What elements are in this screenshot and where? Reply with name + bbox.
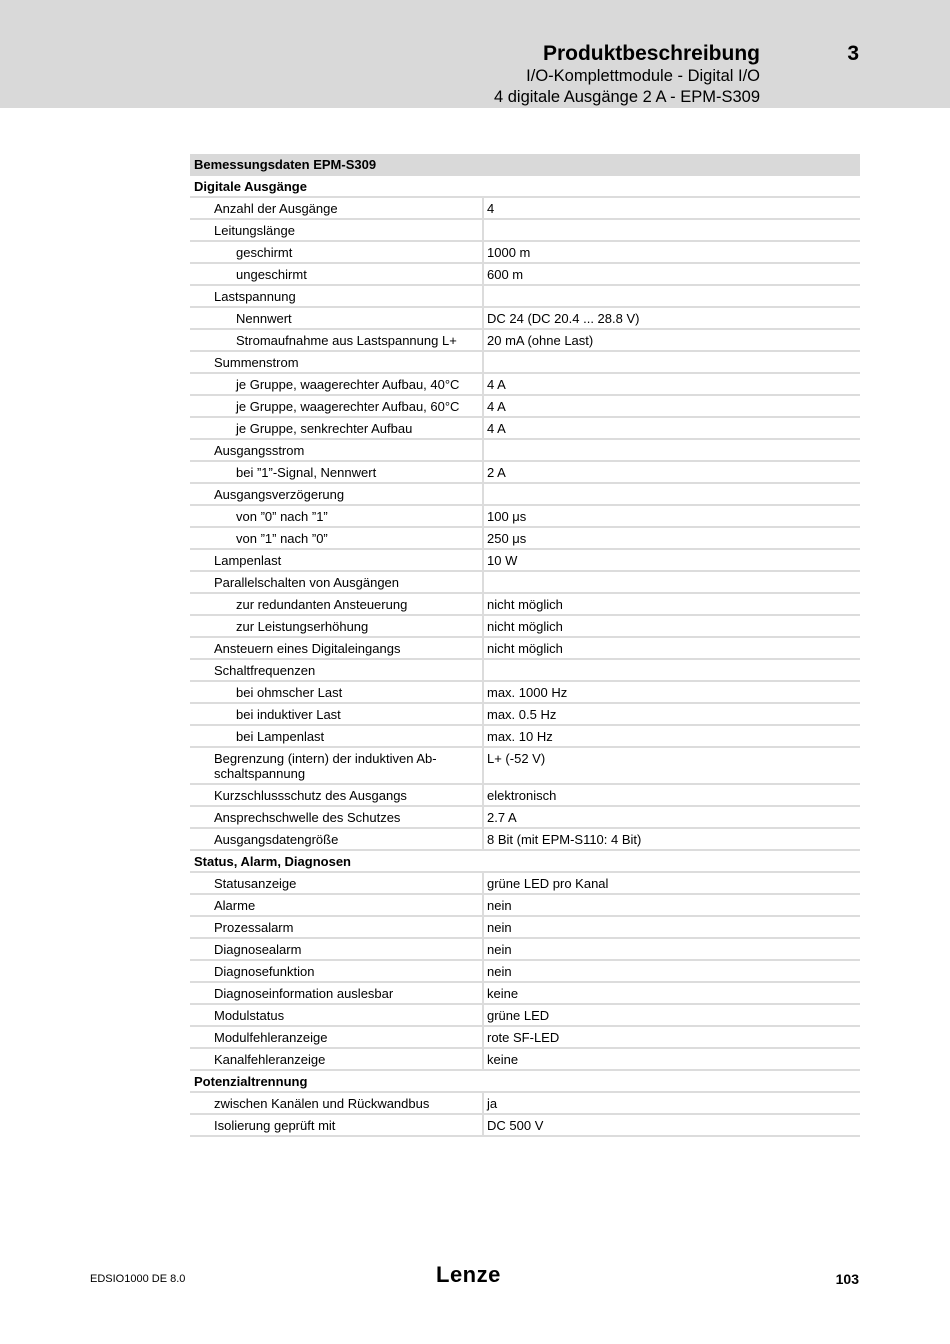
row-value xyxy=(482,440,491,462)
table-row xyxy=(190,242,860,264)
table-row xyxy=(190,374,860,396)
row-value: DC 24 (DC 20.4 ... 28.8 V) xyxy=(482,308,643,330)
table-row xyxy=(190,286,860,308)
row-value: keine xyxy=(482,983,522,1005)
row-value: ja xyxy=(482,1093,501,1115)
spec-table-title: Bemessungsdaten EPM-S309 xyxy=(194,157,377,172)
row-label: ungeschirmt xyxy=(236,266,307,282)
row-value: 2 A xyxy=(482,462,510,484)
row-label: bei Lampenlast xyxy=(236,728,325,744)
row-label: Prozessalarm xyxy=(214,919,294,935)
row-value: grüne LED xyxy=(482,1005,553,1027)
row-label: Ausgangsverzögerung xyxy=(214,486,345,502)
row-label: Ausgangsdatengröße xyxy=(214,831,339,847)
row-label: Nennwert xyxy=(236,310,292,326)
footer-doc-id: EDSIO1000 DE 8.0 xyxy=(90,1273,186,1285)
row-label: Ansprechschwelle des Schutzes xyxy=(214,809,401,825)
table-row xyxy=(190,418,860,440)
row-value: max. 0.5 Hz xyxy=(482,704,560,726)
row-label: zur redundanten Ansteuerung xyxy=(236,596,408,612)
table-row xyxy=(190,917,860,939)
row-value: 4 A xyxy=(482,396,510,418)
spec-table-body xyxy=(190,176,860,1137)
section-label: Digitale Ausgänge xyxy=(194,178,307,194)
table-row xyxy=(190,440,860,462)
row-label: Alarme xyxy=(214,897,256,913)
row-value: max. 10 Hz xyxy=(482,726,557,748)
row-label: Schaltfrequenzen xyxy=(214,662,316,678)
row-value: 1000 m xyxy=(482,242,534,264)
lenze-logo: Lenze xyxy=(436,1262,501,1287)
row-label: je Gruppe, waagerechter Aufbau, 60°C xyxy=(236,398,460,414)
row-label: geschirmt xyxy=(236,244,293,260)
row-value: 2.7 A xyxy=(482,807,521,829)
row-label: bei ohmscher Last xyxy=(236,684,343,700)
row-value xyxy=(482,484,491,506)
table-row xyxy=(190,748,860,785)
row-label: Lampenlast xyxy=(214,552,282,568)
row-value: elektronisch xyxy=(482,785,560,807)
row-value: 20 mA (ohne Last) xyxy=(482,330,597,352)
table-row xyxy=(190,396,860,418)
row-label: Statusanzeige xyxy=(214,875,297,891)
row-label: je Gruppe, senkrechter Aufbau xyxy=(236,420,413,436)
row-value: nein xyxy=(482,917,516,939)
row-label: Diagnoseinformation auslesbar xyxy=(214,985,394,1001)
row-value xyxy=(482,220,491,242)
row-label: von ”1” nach ”0” xyxy=(236,530,328,546)
row-label: Summenstrom xyxy=(214,354,299,370)
table-row xyxy=(190,330,860,352)
page-number: 103 xyxy=(835,1271,859,1287)
row-value xyxy=(482,572,491,594)
row-value xyxy=(482,286,491,308)
table-row xyxy=(190,616,860,638)
row-label: zwischen Kanälen und Rückwandbus xyxy=(214,1095,430,1111)
table-row xyxy=(190,1049,860,1071)
table-row xyxy=(190,1027,860,1049)
spec-table-title-row xyxy=(190,154,860,176)
row-value: 600 m xyxy=(482,264,527,286)
table-row xyxy=(190,594,860,616)
section-row xyxy=(190,1071,860,1093)
row-label: Ausgangsstrom xyxy=(214,442,305,458)
table-row xyxy=(190,1115,860,1137)
row-value: keine xyxy=(482,1049,522,1071)
row-value: nein xyxy=(482,939,516,961)
row-value: nicht möglich xyxy=(482,616,567,638)
row-label: Ansteuern eines Digitaleingangs xyxy=(214,640,401,656)
table-row xyxy=(190,939,860,961)
table-row xyxy=(190,726,860,748)
row-label: Modulfehleranzeige xyxy=(214,1029,328,1045)
table-row xyxy=(190,1005,860,1027)
section-label: Status, Alarm, Diagnosen xyxy=(194,853,351,869)
table-row xyxy=(190,704,860,726)
row-value xyxy=(482,352,491,374)
row-label: Parallelschalten von Ausgängen xyxy=(214,574,400,590)
section-row xyxy=(190,851,860,873)
table-row xyxy=(190,484,860,506)
row-value: 8 Bit (mit EPM-S110: 4 Bit) xyxy=(482,829,645,851)
row-value: 250 μs xyxy=(482,528,530,550)
row-value: nein xyxy=(482,895,516,917)
row-label: Leitungslänge xyxy=(214,222,295,238)
table-row xyxy=(190,1093,860,1115)
row-value: 4 A xyxy=(482,374,510,396)
table-row xyxy=(190,983,860,1005)
header-band xyxy=(0,0,950,108)
table-row xyxy=(190,220,860,242)
row-label: zur Leistungserhöhung xyxy=(236,618,369,634)
table-row xyxy=(190,829,860,851)
row-label: Kurzschlussschutz des Ausgangs xyxy=(214,787,407,803)
row-label: bei ”1”-Signal, Nennwert xyxy=(236,464,377,480)
row-value: 4 A xyxy=(482,418,510,440)
row-label: Stromaufnahme aus Lastspannung L+ xyxy=(236,332,457,348)
row-label: bei induktiver Last xyxy=(236,706,341,722)
table-row xyxy=(190,682,860,704)
table-row xyxy=(190,198,860,220)
row-label: Diagnosefunktion xyxy=(214,963,315,979)
row-value: 4 xyxy=(482,198,498,220)
spec-table xyxy=(190,154,860,1137)
table-row xyxy=(190,660,860,682)
row-label: Isolierung geprüft mit xyxy=(214,1117,336,1133)
table-row xyxy=(190,638,860,660)
row-value xyxy=(482,660,491,682)
row-label: je Gruppe, waagerechter Aufbau, 40°C xyxy=(236,376,460,392)
table-row xyxy=(190,506,860,528)
table-row xyxy=(190,308,860,330)
table-row xyxy=(190,873,860,895)
section-label: Potenzialtrennung xyxy=(194,1073,308,1089)
row-value: DC 500 V xyxy=(482,1115,547,1137)
row-value: rote SF-LED xyxy=(482,1027,563,1049)
table-row xyxy=(190,807,860,829)
page-subtitle-1: I/O-Komplettmodule - Digital I/O xyxy=(526,67,760,85)
table-row xyxy=(190,462,860,484)
table-row xyxy=(190,352,860,374)
row-label: Begrenzung (intern) der induktiven Ab- schaltspannung xyxy=(214,750,437,781)
row-value: nein xyxy=(482,961,516,983)
table-row xyxy=(190,895,860,917)
row-value: 100 μs xyxy=(482,506,530,528)
table-row xyxy=(190,961,860,983)
row-label: Lastspannung xyxy=(214,288,296,304)
section-row xyxy=(190,176,860,198)
row-label: Diagnosealarm xyxy=(214,941,302,957)
row-value: L+ (-52 V) xyxy=(482,748,549,785)
row-label: von ”0” nach ”1” xyxy=(236,508,328,524)
table-row xyxy=(190,550,860,572)
page-title: Produktbeschreibung xyxy=(542,42,760,65)
row-value: grüne LED pro Kanal xyxy=(482,873,612,895)
page-subtitle-2: 4 digitale Ausgänge 2 A - EPM-S309 xyxy=(493,88,760,106)
table-row xyxy=(190,785,860,807)
row-label: Kanalfehleranzeige xyxy=(214,1051,326,1067)
row-value: 10 W xyxy=(482,550,521,572)
table-row xyxy=(190,572,860,594)
row-label: Anzahl der Ausgänge xyxy=(214,200,338,216)
chapter-number: 3 xyxy=(847,42,859,65)
table-row xyxy=(190,264,860,286)
row-value: max. 1000 Hz xyxy=(482,682,571,704)
row-label: Modulstatus xyxy=(214,1007,285,1023)
row-value: nicht möglich xyxy=(482,638,567,660)
table-row xyxy=(190,528,860,550)
row-value: nicht möglich xyxy=(482,594,567,616)
